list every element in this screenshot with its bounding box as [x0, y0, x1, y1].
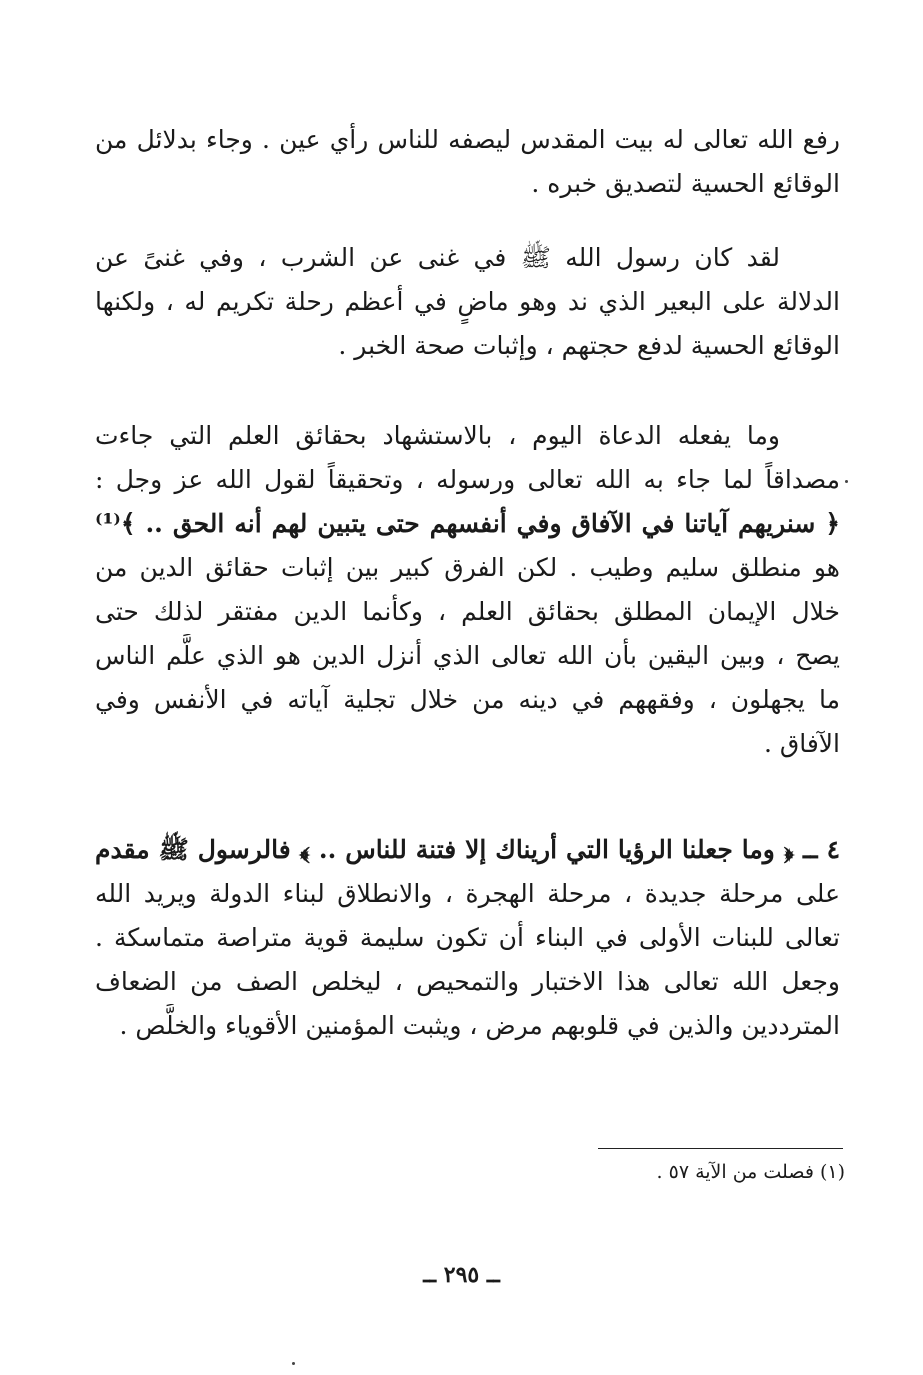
text-line: الدلالة على البعير الذي ند وهو ماضٍ في أعظم رحلة تكريم له ، ولكنها: [95, 287, 840, 316]
text-line: وجعل الله تعالى هذا الاختبار والتمحيص ، ليخلص الصف من الضعاف: [95, 967, 840, 996]
text-line: الوقائع الحسية لدفع حجتهم ، وإثبات صحة الخبر .: [338, 331, 840, 360]
page-number: ــ ٢٩٥ ــ: [423, 1262, 500, 1288]
text-line: ما يجهلون ، وفقههم في دينه من خلال تجلية آياته في الأنفس وفي: [95, 685, 840, 714]
paragraph-1: [95, 118, 840, 206]
paragraph-4: [95, 828, 840, 1048]
footnote: (١) فصلت من الآية ٥٧ .: [656, 1161, 845, 1183]
quran-verse-line: ﴿ سنريهم آياتنا في الآفاق وفي أنفسهم حتى يتبين لهم أنه الحق .. ﴾⁽¹⁾: [95, 509, 840, 538]
paragraph-2: [95, 236, 840, 368]
text-line: الآفاق .: [763, 729, 840, 758]
text-line: على مرحلة جديدة ، مرحلة الهجرة ، والانطلاق لبناء الدولة ويريد الله: [95, 879, 840, 908]
numbered-point-line: ٤ ــ ﴿ وما جعلنا الرؤيا التي أريناك إلا فتنة للناس .. ﴾ فالرسول ﷺ مقدم: [95, 835, 840, 864]
text-line: لقد كان رسول الله ﷺ في غنى عن الشرب ، وفي غنىً عن: [95, 243, 780, 272]
scan-speck: [292, 1362, 295, 1365]
text-line: رفع الله تعالى له بيت المقدس ليصفه للناس رأي عين . وجاء بدلائل من: [95, 125, 840, 154]
scan-speck: [845, 480, 848, 483]
text-line: مصداقاً لما جاء به الله تعالى ورسوله ، وتحقيقاً لقول الله عز وجل :: [95, 465, 840, 494]
text-line: الوقائع الحسية لتصديق خبره .: [531, 169, 840, 198]
text-line: خلال الإيمان المطلق بحقائق العلم ، وكأنما الدين مفتقر لذلك حتى: [95, 597, 840, 626]
text-line: تعالى للبنات الأولى في البناء أن تكون سليمة قوية متراصة متماسكة .: [95, 923, 840, 952]
text-line: يصح ، وبين اليقين بأن الله تعالى الذي أنزل الدين هو الذي علَّم الناس: [95, 641, 840, 670]
paragraph-3: [95, 414, 840, 766]
text-line: المترددين والذين في قلوبهم مرض ، ويثبت المؤمنين الأقوياء والخلَّص .: [119, 1011, 840, 1040]
text-line: وما يفعله الدعاة اليوم ، بالاستشهاد بحقائق العلم التي جاءت: [95, 421, 780, 450]
text-line: هو منطلق سليم وطيب . لكن الفرق كبير بين إثبات حقائق الدين من: [95, 553, 840, 582]
footnote-divider: [598, 1148, 843, 1149]
